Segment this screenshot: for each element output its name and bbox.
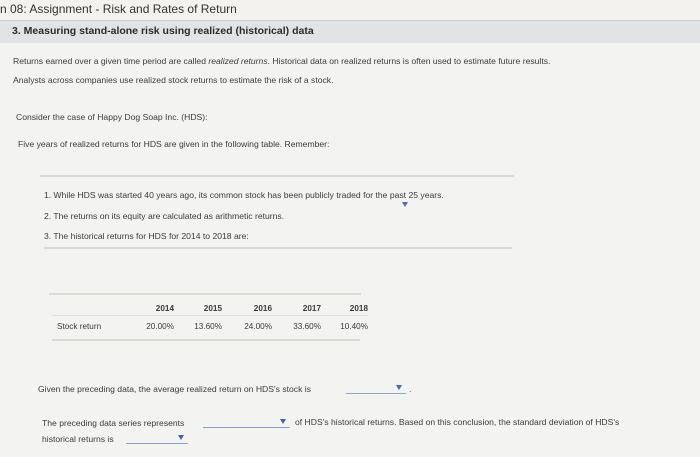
table-cell: 13.60% <box>194 321 222 331</box>
dropdown-arrow-icon <box>178 435 184 440</box>
table-header-cell: 2014 <box>155 303 174 313</box>
data-series-dropdown[interactable] <box>203 416 290 428</box>
table-header-row <box>52 301 368 316</box>
assignment-title: n 08: Assignment - Risk and Rates of Return <box>0 2 237 16</box>
data-series-question: The preceding data series represents <box>42 418 185 428</box>
std-dev-dropdown[interactable] <box>126 432 188 444</box>
table-top-divider <box>49 293 361 295</box>
dropdown-arrow-icon <box>280 419 286 424</box>
table-row <box>52 316 368 337</box>
intro-paragraph-line2: Analysts across companies use realized stock returns to estimate the risk of a stock. <box>13 75 334 85</box>
table-cell: 33.60% <box>293 321 321 331</box>
average-return-dropdown[interactable] <box>346 382 406 394</box>
intro-text-a: Returns earned over a given time period are called <box>13 56 209 66</box>
remember-item-2: 2. The returns on its equity are calculated as arithmetic returns. <box>44 211 285 221</box>
table-cell: 20.00% <box>146 321 174 331</box>
table-cell: 10.40% <box>340 321 368 331</box>
table-header-cell: 2018 <box>349 303 368 313</box>
table-header-cell: 2016 <box>253 303 272 313</box>
dropdown-arrow-icon <box>396 385 402 390</box>
table-bottom-divider <box>52 339 360 341</box>
std-dev-question-text: of HDS's historical returns. Based on this conclusion, the standard deviation of HDS's <box>295 417 620 427</box>
window-title-bar <box>0 0 700 20</box>
table-header-blank <box>52 301 122 316</box>
question-content <box>0 43 700 457</box>
table-header-cell: 2017 <box>302 303 321 313</box>
remember-top-divider <box>40 175 514 177</box>
table-cell: 24.00% <box>244 321 272 331</box>
table-header-cell: 2015 <box>203 303 222 313</box>
pointer-indicator-icon <box>402 202 408 207</box>
consider-case-text: Consider the case of Happy Dog Soap Inc. (HDS): <box>16 112 208 122</box>
intro-emphasis: realized returns <box>208 56 268 66</box>
historical-returns-text: historical returns is <box>42 434 114 444</box>
remember-bottom-divider <box>44 247 512 249</box>
five-years-text: Five years of realized returns for HDS are given in the following table. Remember: <box>18 139 330 149</box>
question-title: 3. Measuring stand-alone risk using realized (historical) data <box>12 25 314 37</box>
intro-text-b: . Historical data on realized returns is often used to estimate future results. <box>267 56 551 66</box>
remember-item-3: 3. The historical returns for HDS for 2014 to 2018 are: <box>44 231 249 241</box>
row-label-stock-return: Stock return <box>57 321 102 331</box>
intro-paragraph-line1 <box>13 56 550 66</box>
punctuation-period: . <box>409 384 412 394</box>
remember-item-1: 1. While HDS was started 40 years ago, its common stock has been publicly traded for the past 25 years. <box>44 190 444 200</box>
average-return-question: Given the preceding data, the average realized return on HDS's stock is <box>38 384 311 394</box>
question-header <box>0 20 700 44</box>
historical-returns-table <box>52 301 368 336</box>
